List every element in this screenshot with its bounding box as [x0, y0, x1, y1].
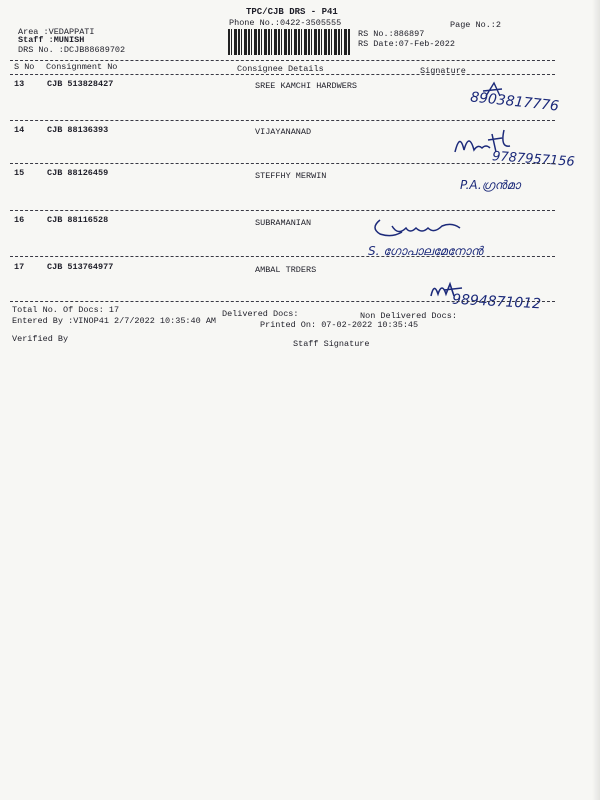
row-signature: 8903817776: [469, 89, 560, 115]
row-divider: [10, 163, 555, 164]
row-consignee: SUBRAMANIAN: [255, 218, 312, 228]
row-sno: 17: [14, 262, 25, 272]
row-signature: P.A.ഗ്രൻമാ: [460, 178, 521, 192]
row-consignment: CJB 513764977: [47, 262, 114, 272]
row-sno: 16: [14, 215, 25, 225]
printed-on: Printed On: 07-02-2022 10:35:45: [260, 320, 419, 330]
drs-number: DRS No. :DCJB88689702: [18, 45, 126, 55]
col-consignee: Consignee Details: [237, 64, 324, 74]
page-number: Page No.:2: [450, 20, 502, 30]
col-sno: S No: [14, 62, 35, 72]
row-sno: 15: [14, 168, 25, 178]
sheet-title: TPC/CJB DRS - P41: [246, 7, 338, 17]
delivered-docs: Delivered Docs:: [222, 309, 299, 319]
header-divider-bottom: [10, 74, 555, 75]
row-consignee: SREE KAMCHI HARDWERS: [255, 81, 358, 91]
barcode-image: [228, 29, 350, 55]
row-consignee: VIJAYANANAD: [255, 127, 312, 137]
row-signature: 9787957156: [491, 149, 576, 170]
row-consignment: CJB 88116528: [47, 215, 109, 225]
rs-date: RS Date:07-Feb-2022: [358, 39, 455, 49]
staff-signature-label: Staff Signature: [293, 339, 370, 349]
row-consignment: CJB 88136393: [47, 125, 109, 135]
area-label: Area :VEDAPPATI: [18, 27, 95, 37]
row-signature: S. ഗോപാലമേനോൻ: [368, 244, 483, 258]
row-sno: 14: [14, 125, 25, 135]
col-consignment: Consignment No: [46, 62, 118, 72]
entered-by: Entered By :VINOP41 2/7/2022 10:35:40 AM: [12, 316, 217, 326]
row-divider: [10, 210, 555, 211]
row-sno: 13: [14, 79, 25, 89]
row-consignment: CJB 88126459: [47, 168, 109, 178]
verified-by: Verified By: [12, 334, 69, 344]
row-divider: [10, 120, 555, 121]
rs-number: RS No.:886897: [358, 29, 425, 39]
scan-edge-shadow: [592, 0, 600, 800]
row-signature: 9894871012: [451, 291, 542, 313]
non-delivered-docs: Non Delivered Docs:: [360, 311, 457, 321]
row-divider: [10, 256, 555, 257]
row-divider: [10, 301, 555, 302]
staff-label: Staff :MUNISH: [18, 35, 85, 45]
total-docs: Total No. Of Docs: 17: [12, 305, 120, 315]
col-signature: Signature: [420, 66, 466, 76]
row-consignee: STEFFHY MERWIN: [255, 171, 327, 181]
row-consignee: AMBAL TRDERS: [255, 265, 317, 275]
row-consignment: CJB 513828427: [47, 79, 114, 89]
signature-mark: [372, 214, 467, 242]
phone-number: Phone No.:0422-3505555: [229, 18, 342, 28]
header-divider-top: [10, 60, 555, 61]
